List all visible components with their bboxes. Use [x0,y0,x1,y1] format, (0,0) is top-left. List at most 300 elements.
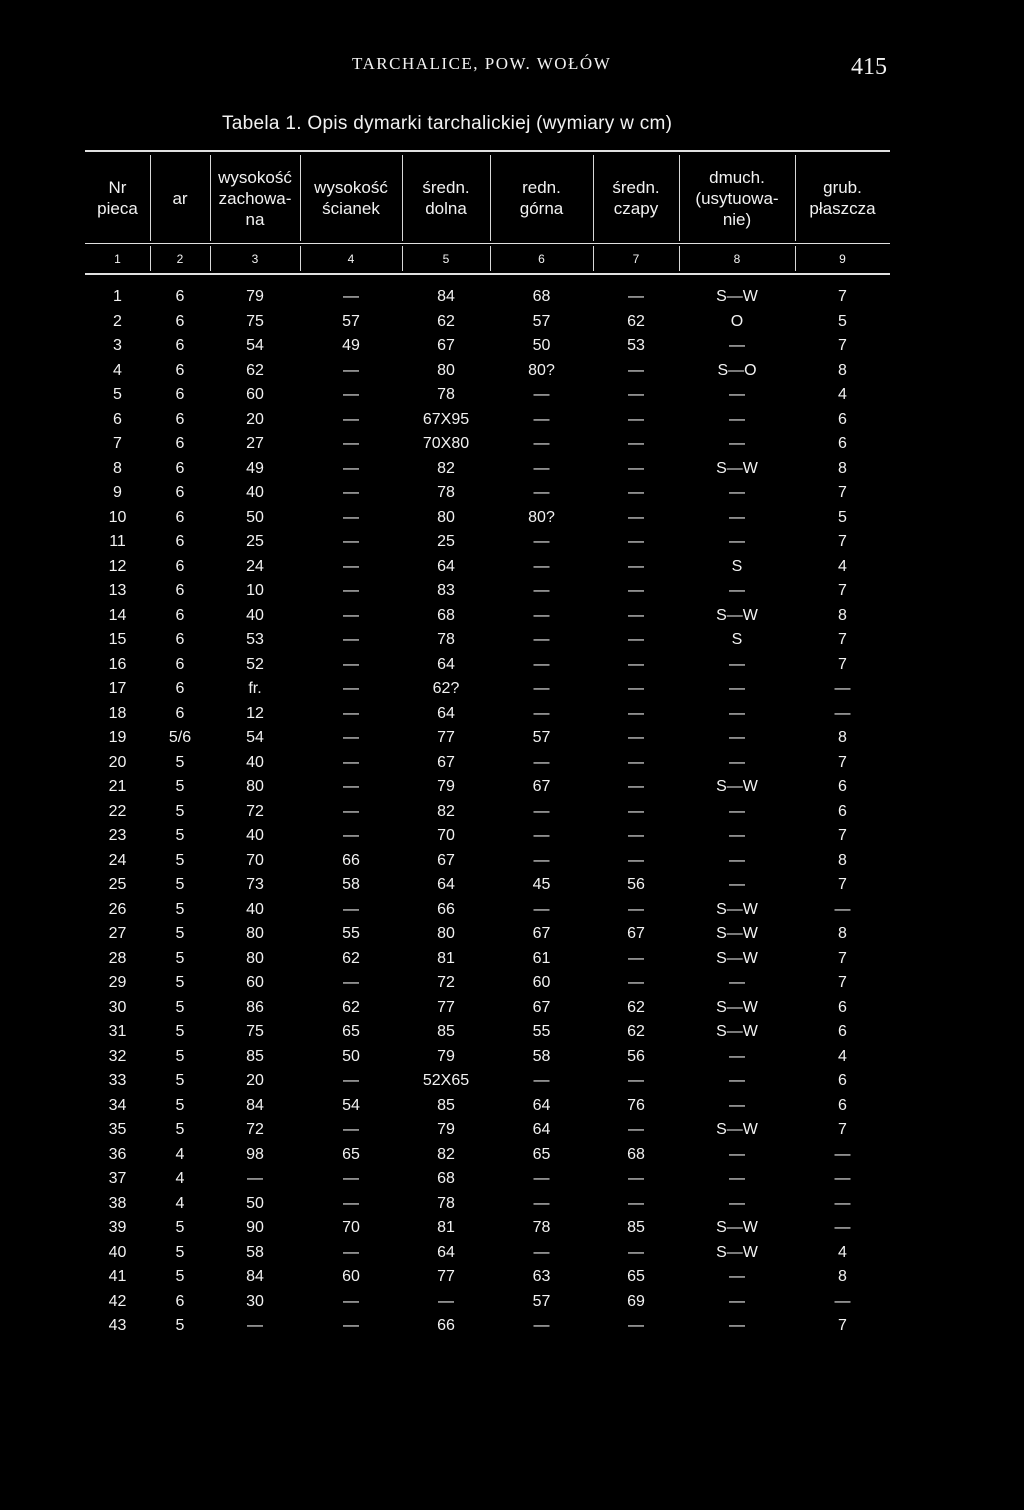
table-cell: 35 [108,1121,127,1138]
table-cell: 18 [108,704,127,722]
table-cell: — [343,974,359,991]
table-cell: S—W [716,900,758,918]
column-number-5: 5 [442,251,450,266]
table-cell: — [533,1317,550,1334]
table-row [85,555,890,580]
table-cell: 7 [838,1121,847,1138]
table-cell: 79 [437,1047,455,1065]
table-cell: S—W [716,925,758,942]
table-cell: 65 [532,1145,551,1163]
table-cell: 84 [246,1096,264,1114]
column-divider [795,155,796,241]
table-row [85,408,890,433]
column-number-row [85,244,890,273]
table-cell: — [628,410,644,428]
table-cell: 4 [838,1243,847,1261]
table-cell: 6 [175,533,185,550]
table-cell: — [343,1121,359,1138]
table-cell: — [438,1292,454,1310]
table-cell: — [729,1145,745,1163]
table-cell: 39 [108,1219,127,1236]
table-cell: 53 [627,337,645,354]
table-cell: — [343,802,359,820]
table-cell: — [628,655,644,673]
table-cell: 13 [108,582,127,599]
table-cell: — [628,533,644,550]
table-cell: — [628,386,644,403]
table-cell: — [343,1072,359,1089]
table-cell: 7 [113,435,122,452]
table-cell: 78 [437,1194,455,1212]
table-cell: — [533,459,550,477]
table-cell: 7 [838,582,847,599]
table-cell: 80 [246,949,264,967]
table-cell: 80? [528,508,555,526]
table-cell: — [533,533,550,550]
table-cell: — [729,827,745,844]
table-cell: 7 [838,533,847,550]
table-cell: 24 [246,557,264,575]
table-cell: 40 [108,1243,127,1261]
column-header-2: ar [172,188,188,208]
table-cell: 7 [838,288,847,305]
table-cell: 7 [838,827,847,844]
table-cell: 85 [627,1219,645,1236]
table-cell: — [343,1243,359,1261]
table-cell: 34 [108,1096,127,1114]
table-cell: 62 [627,1023,645,1040]
table-row [85,996,890,1021]
table-cell: 6 [175,582,185,599]
table-cell: 67 [532,998,551,1016]
table-row [85,1045,890,1070]
table-cell: — [533,484,550,501]
table-cell: 26 [108,900,127,918]
table-cell: 45 [532,876,551,893]
table-row [85,506,890,531]
table-cell: — [729,410,745,428]
table-cell: 4 [175,1170,185,1187]
table-cell: 33 [108,1072,127,1089]
table-cell: 5 [838,312,847,330]
table-cell: S [731,557,743,575]
table-cell: 66 [437,900,455,918]
table-cell: — [628,851,644,869]
table-cell: 25 [437,533,455,550]
table-cell: — [533,827,550,844]
table-cell: 7 [838,631,847,648]
table-cell: — [533,704,550,722]
table-cell: S—W [716,949,758,967]
table-cell: — [628,508,644,526]
table-cell: — [343,1170,359,1187]
column-header-7: średn. czapy [612,178,660,218]
table-cell: 6 [838,998,847,1016]
table-cell: — [628,900,644,918]
table-cell: 70X80 [422,435,470,452]
table-cell: — [729,1317,745,1334]
column-number-2: 2 [176,251,184,266]
table-cell: 6 [175,386,185,403]
table-cell: 50 [342,1047,360,1065]
table-cell: — [834,704,851,722]
table-cell: 75 [246,312,264,330]
table-cell: 62 [627,998,645,1016]
table-cell: 62? [432,680,460,697]
table-cell: 4 [175,1145,185,1163]
table-cell: 30 [246,1292,264,1310]
table-cell: 60 [246,386,264,403]
table-cell: — [533,582,550,599]
column-header-3: wysokość zachowa- na [218,167,292,229]
table-cell: — [729,533,745,550]
table-cell: 57 [342,312,360,330]
table-cell: 64 [532,1096,551,1114]
table-cell: 5 [175,876,185,893]
running-head [0,54,1024,84]
table-cell: 5 [175,925,185,942]
table-cell: — [628,1194,644,1212]
table-row [85,1216,890,1241]
table-cell: — [834,1194,851,1212]
table-cell: 67 [532,925,551,942]
table-cell: 8 [838,1268,847,1285]
table-cell: 6 [175,680,185,697]
table-cell: — [628,802,644,820]
table-cell: 5/6 [168,729,192,746]
table-cell: 19 [108,729,127,746]
table-cell: 90 [246,1219,264,1236]
table-cell: 5 [175,778,185,795]
table-cell: S—W [716,606,758,624]
table-cell: 77 [437,998,455,1016]
table-cell: 85 [437,1023,455,1040]
table-cell: 32 [108,1047,127,1065]
table-cell: — [343,435,359,452]
table-cell: — [729,1268,745,1285]
table-cell: S—W [716,1219,758,1236]
column-divider [679,246,680,271]
table-cell: — [533,1194,550,1212]
table-cell: — [729,851,745,869]
table-cell: 81 [437,1219,455,1236]
table-cell: — [343,459,359,477]
table-cell: 67 [627,925,645,942]
column-number-6: 6 [538,251,545,266]
table-cell: 80 [246,925,264,942]
table-cell: S—W [716,1121,758,1138]
table-cell: 58 [246,1243,264,1261]
table-cell: 69 [627,1292,645,1310]
table-cell: S—W [716,998,758,1016]
table-cell: fr. [248,680,262,697]
table-cell: 64 [437,704,455,722]
table-cell: 6 [175,312,185,330]
table-cell: 4 [175,1194,185,1212]
table-cell: — [729,974,745,991]
table-cell: 10 [246,582,264,599]
table-top-rule [85,150,890,152]
table-cell: — [343,557,359,575]
table-cell: 66 [437,1317,455,1334]
table-cell: 64 [437,655,455,673]
table-row [85,1094,890,1119]
table-cell: — [628,1121,644,1138]
table-cell: 6 [838,435,847,452]
table-cell: 5 [175,974,185,991]
table-cell: 42 [108,1292,127,1310]
table-cell: 8 [838,925,847,942]
table-cell: 7 [838,1317,847,1334]
table-cell: 5 [175,827,185,844]
table-cell: — [628,704,644,722]
table-cell: 52X65 [422,1072,470,1089]
column-header-8: dmuch. (usytuowa- nie) [695,167,779,229]
table-cell: — [729,1072,745,1089]
table-cell: 20 [246,1072,264,1089]
table-cell: 5 [175,753,185,771]
table-cell: 6 [838,1023,847,1040]
table-cell: — [343,361,359,379]
table-cell: 72 [246,802,264,820]
table-cell: 67 [437,753,455,771]
table-cell: 49 [342,337,360,354]
table-cell: 86 [246,998,264,1016]
table-cell: 11 [109,533,126,550]
table-cell: 5 [175,1219,185,1236]
table-cell: — [533,631,550,648]
table-cell: S—W [716,459,758,477]
table-cell: 6 [175,337,185,354]
table-cell: 5 [175,1121,185,1138]
table-cell: 22 [108,802,127,820]
table-cell: — [343,582,359,599]
table-cell: 6 [175,704,185,722]
column-divider [300,246,301,271]
table-cell: — [533,606,550,624]
table-cell: 5 [175,949,185,967]
table-cell: 6 [175,459,185,477]
table-cell: — [533,410,550,428]
table-row [85,873,890,898]
table-cell: — [628,631,644,648]
table-cell: — [628,361,644,379]
table-cell: — [533,1243,550,1261]
table-cell: S—W [716,778,758,795]
table-cell: — [729,484,745,501]
table-row [85,1020,890,1045]
table-cell: 65 [342,1145,360,1163]
table-cell: 5 [175,1047,185,1065]
table-cell: — [729,508,745,526]
table-cell: 7 [838,484,847,501]
table-cell: — [343,508,359,526]
table-row [85,1069,890,1094]
table-cell: — [533,1072,550,1089]
table-cell: — [729,1096,745,1114]
column-numbers-bottom-rule [85,273,890,275]
table-cell: 80 [246,778,264,795]
table-cell: 70 [437,827,455,844]
table-cell: 57 [532,729,551,746]
table-cell: 9 [113,484,122,501]
table-cell: 50 [246,1194,264,1212]
table-cell: 66 [342,851,360,869]
table-row [85,971,890,996]
column-header-6: redn. górna [519,178,564,218]
table-cell: 1 [113,288,122,305]
table-cell: — [343,827,359,844]
table-cell: — [628,1072,644,1089]
table-cell: 5 [175,900,185,918]
table-cell: — [533,1170,550,1187]
table-cell: S—W [716,1023,758,1040]
table-cell: 23 [108,827,127,844]
table-cell: 31 [108,1023,127,1040]
table-cell: — [343,606,359,624]
table-cell: 67 [437,337,455,354]
table-cell: 6 [175,631,185,648]
table-cell: — [834,1292,851,1310]
table-cell: 60 [246,974,264,991]
table-row [85,628,890,653]
table-row [85,481,890,506]
table-cell: 27 [108,925,127,942]
table-row [85,604,890,629]
table-cell: 8 [838,606,847,624]
table-cell: 6 [838,802,847,820]
table-cell: — [729,729,745,746]
table-cell: 5 [175,1243,185,1261]
table-cell: 6 [838,410,847,428]
table-cell: 21 [108,778,127,795]
table-cell: 5 [175,1072,185,1089]
table-row [85,285,890,310]
table-cell: 14 [108,606,127,624]
table-row [85,457,890,482]
table-cell: 80 [437,361,455,379]
table-row [85,579,890,604]
table-cell: 27 [246,435,264,452]
table-cell: 50 [246,508,264,526]
table-cell: 83 [437,582,455,599]
table-row [85,898,890,923]
table-cell: 62 [437,312,455,330]
table-cell: — [729,802,745,820]
table-cell: 55 [342,925,360,942]
table-cell: 6 [175,288,185,305]
column-divider [679,155,680,241]
table-cell: 50 [532,337,551,354]
table-cell: — [729,680,745,697]
table-cell: — [343,410,359,428]
table-cell: 82 [437,1145,455,1163]
table-cell: — [628,435,644,452]
table-cell: — [343,753,359,771]
table-cell: 67 [532,778,551,795]
table-cell: 3 [113,337,122,354]
table-cell: 6 [175,361,185,379]
column-header-5: średn. dolna [422,178,470,218]
table-cell: 54 [342,1096,360,1114]
table-cell: — [834,680,851,697]
table-cell: 40 [246,827,264,844]
table-cell: 80 [437,925,455,942]
table-cell: — [343,1317,359,1334]
table-cell: S—O [717,361,757,379]
table-cell: 6 [175,557,185,575]
column-header-1: Nr pieca [97,178,138,218]
table-cell: — [628,778,644,795]
table-cell: 4 [838,386,847,403]
column-header-4: wysokość ścianek [314,178,388,218]
table-cell: — [628,949,644,967]
table-cell: — [343,1194,359,1212]
table-header-row [85,153,890,243]
table-row [85,1314,890,1339]
table-cell: 67X95 [422,410,470,428]
column-number-8: 8 [733,251,741,266]
table-cell: 67 [437,851,455,869]
table-cell: 7 [838,753,847,771]
table-cell: — [343,655,359,673]
table-row [85,310,890,335]
table-cell: 68 [437,606,455,624]
table-cell: 7 [838,974,847,991]
table-cell: — [343,1292,359,1310]
table-cell: 72 [246,1121,264,1138]
table-cell: 4 [113,361,122,379]
table-cell: — [834,1145,851,1163]
table-cell: 62 [342,998,360,1016]
column-divider [490,246,491,271]
table-cell: 77 [437,729,455,746]
table-cell: 5 [175,1023,185,1040]
table-cell: — [628,557,644,575]
table-cell: — [834,1170,851,1187]
table-cell: 5 [175,1268,185,1285]
table-cell: 54 [246,729,264,746]
table-cell: — [628,484,644,501]
running-title: TARCHALICE, POW. WOŁÓW [352,54,612,73]
table-cell: 6 [113,410,122,428]
table-cell: 57 [532,1292,551,1310]
table-row [85,1118,890,1143]
table-cell: S—W [716,288,758,305]
column-number-1: 1 [114,251,121,266]
table-cell: 98 [246,1145,264,1163]
table-cell: 79 [437,778,455,795]
table-row [85,1265,890,1290]
table-row [85,359,890,384]
table-cell: 6 [838,778,847,795]
table-cell: 28 [108,949,127,967]
table-body [85,285,890,1339]
column-divider [210,246,211,271]
table-cell: — [729,1170,745,1187]
table-cell: — [343,386,359,403]
table-cell: 75 [246,1023,264,1040]
table-row [85,1143,890,1168]
column-number-3: 3 [251,251,259,266]
table-row [85,824,890,849]
table-cell: 40 [246,753,264,771]
table-row [85,530,890,555]
table-cell: 80 [437,508,455,526]
table-cell: 60 [532,974,551,991]
table-cell: 82 [437,459,455,477]
table-cell: 5 [175,1317,185,1334]
